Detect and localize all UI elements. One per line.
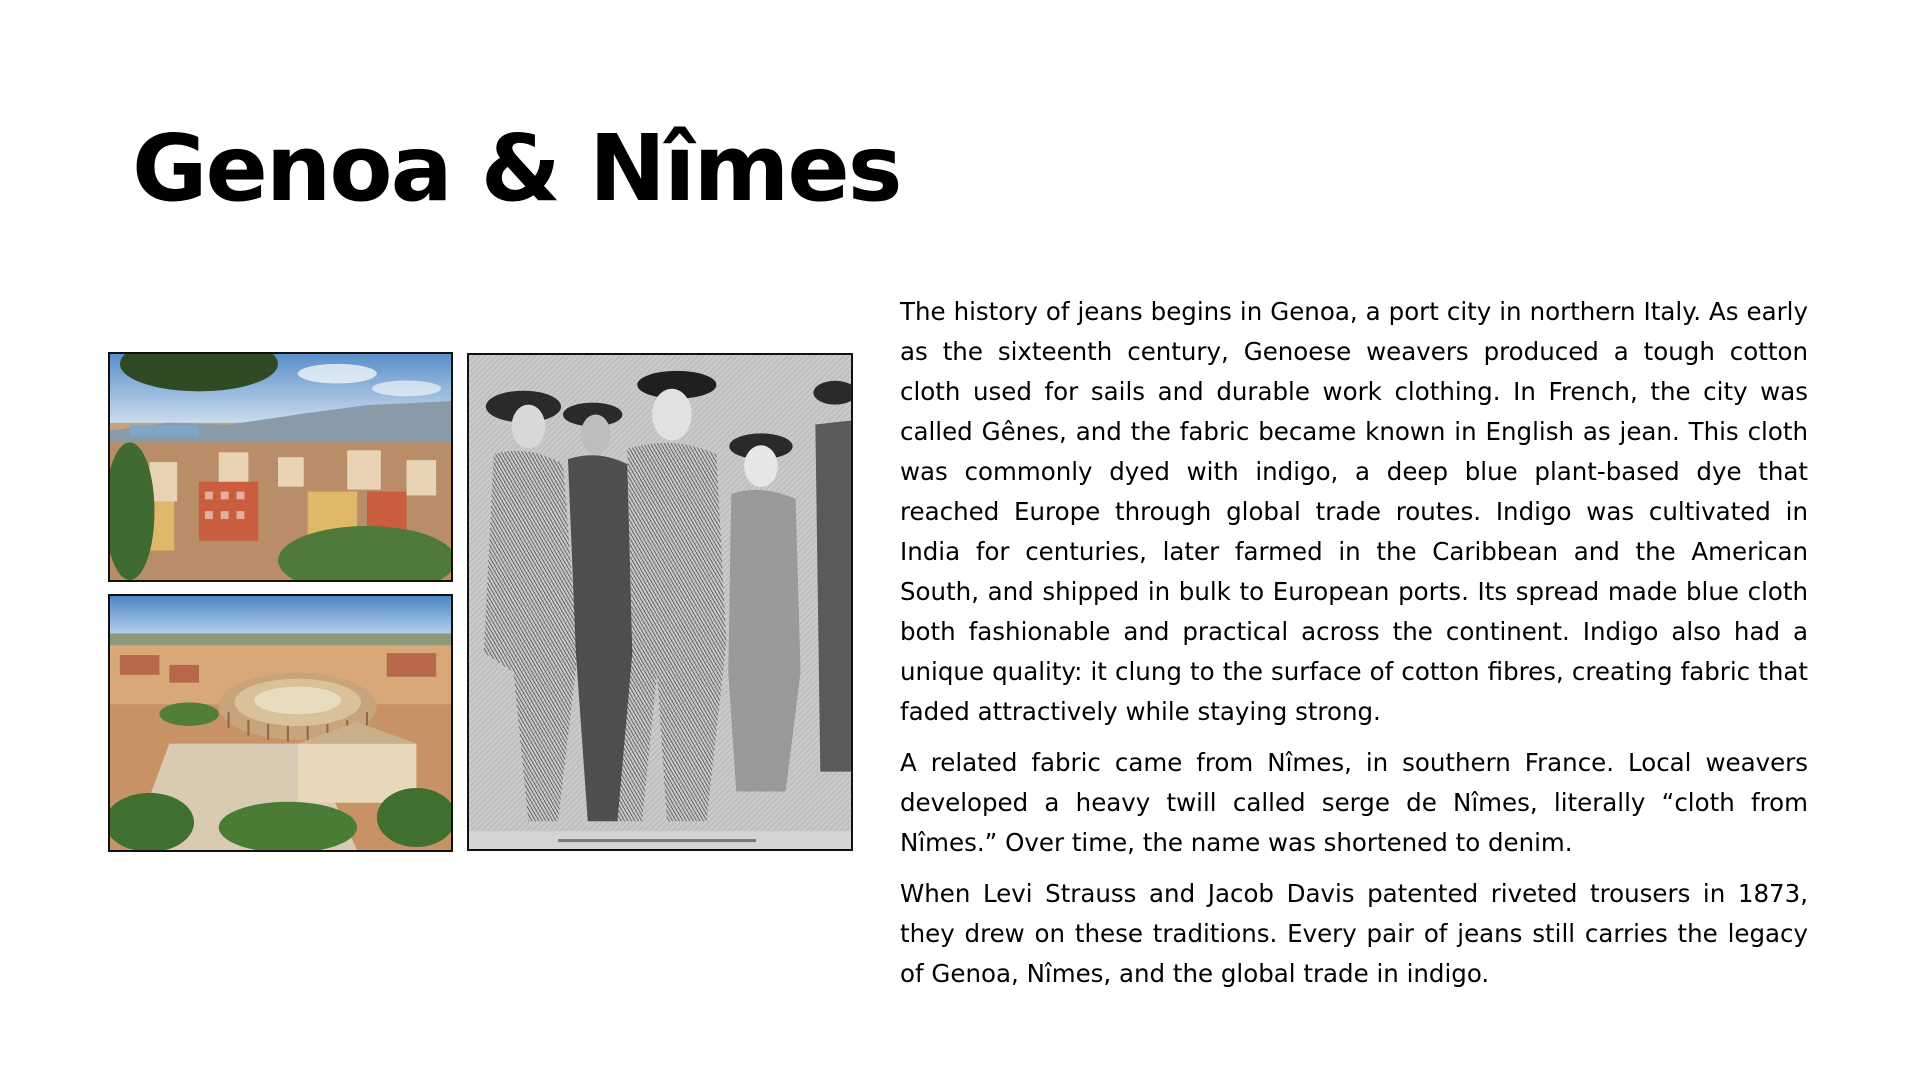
- paragraph-levi-strauss: When Levi Strauss and Jacob Davis patented riveted trousers in 1873, they drew on these traditions. Every pair of jeans still carries the legacy of Genoa, Nîmes, and the global trade in indigo.: [900, 879, 1808, 988]
- sailors-engraving-illustration: [467, 353, 853, 851]
- slide-title: Genoa & Nîmes: [132, 115, 901, 222]
- genoa-cityscape-photo: [108, 352, 453, 582]
- paragraph-nimes: A related fabric came from Nîmes, in southern France. Local weavers developed a heavy twill called serge de Nîmes, literally “cloth from Nîmes.” Over time, the name was shortened to denim.: [900, 748, 1808, 857]
- body-text: [900, 292, 1808, 1005]
- paragraph-genoa: The history of jeans begins in Genoa, a port city in northern Italy. As early as the sixteenth century, Genoese weavers produced a tough cotton cloth used for sails and durable work clothing. In French, the city was called Gênes, and the fabric became known in English as jean. This cloth was commonly dyed with indigo, a deep blue plant-based dye that reached Europe through global trade routes. Indigo was cultivated in India for centuries, later farmed in the Caribbean and the American South, and shipped in bulk to European ports. Its spread made blue cloth both fashionable and practical across the continent. Indigo also had a unique quality: it clung to the surface of cotton fibres, creating fabric that faded attractively while staying strong.: [900, 297, 1808, 726]
- nimes-arena-photo: [108, 594, 453, 852]
